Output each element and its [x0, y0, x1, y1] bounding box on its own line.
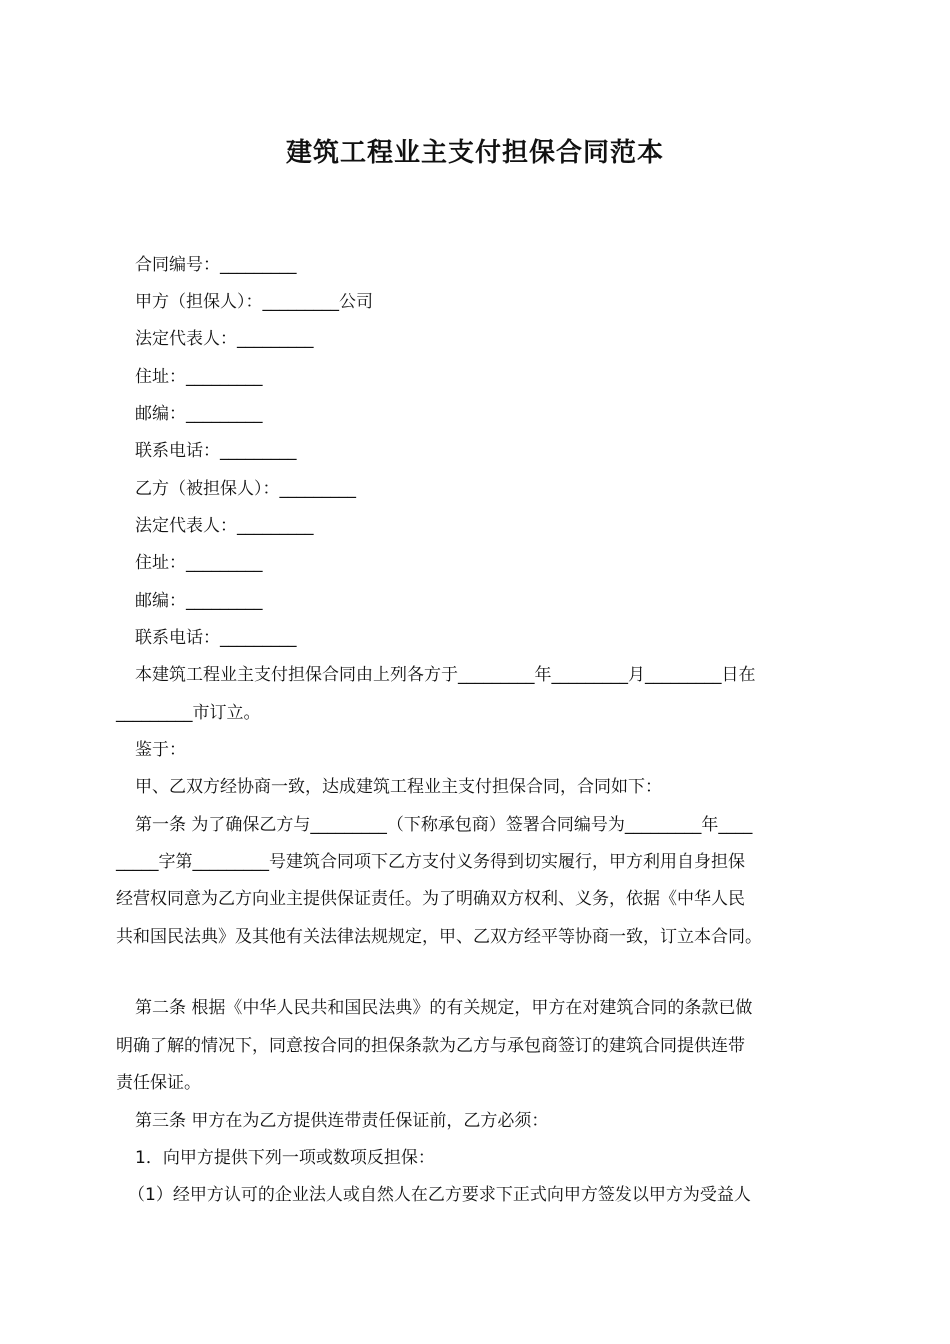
party-b-address-line: 住址：_________ [135, 553, 263, 573]
party-a-address-line: 住址：_________ [135, 367, 263, 387]
party-b-postcode-line: 邮编：_________ [135, 591, 263, 611]
agreement-intro-line: 甲、乙双方经协商一致，达成建筑工程业主支付担保合同，合同如下： [135, 777, 662, 797]
signing-place-line: _________市订立。 [116, 703, 261, 723]
party-a-line: 甲方（担保人）：_________公司 [135, 292, 373, 312]
article-1-line-3: 经营权同意为乙方向业主提供保证责任。为了明确双方权利、义务，依据《中华人民 [116, 889, 745, 909]
article-3-line-1: 第三条 甲方在为乙方提供连带责任保证前，乙方必须： [135, 1111, 549, 1131]
article-3-subitem-1: （1）经甲方认可的企业法人或自然人在乙方要求下正式向甲方签发以甲方为受益人 [128, 1185, 751, 1205]
article-1-line-1: 第一条 为了确保乙方与_________（下称承包商）签署合同编号为_________年____ [135, 815, 753, 835]
article-2-line-1: 第二条 根据《中华人民共和国民法典》的有关规定，甲方在对建筑合同的条款已做 [135, 998, 753, 1018]
party-b-phone-line: 联系电话：_________ [135, 628, 297, 648]
article-1-line-4: 共和国民法典》及其他有关法律法规规定，甲、乙双方经平等协商一致，订立本合同。 [116, 927, 762, 947]
article-2-line-2: 明确了解的情况下，同意按合同的担保条款为乙方与承包商签订的建筑合同提供连带 [116, 1036, 745, 1056]
party-a-postcode-line: 邮编：_________ [135, 404, 263, 424]
party-a-representative-line: 法定代表人：_________ [135, 329, 314, 349]
party-a-phone-line: 联系电话：_________ [135, 441, 297, 461]
article-3-item-1: 1．向甲方提供下列一项或数项反担保： [135, 1148, 435, 1168]
article-2-line-3: 责任保证。 [116, 1073, 201, 1093]
whereas-line: 鉴于： [135, 740, 186, 760]
contract-number-line: 合同编号：_________ [135, 255, 297, 275]
signing-date-line: 本建筑工程业主支付担保合同由上列各方于_________年_________月_________日在 [135, 665, 756, 685]
article-1-line-2: _____字第_________号建筑合同项下乙方支付义务得到切实履行，甲方利用自身担保 [116, 852, 745, 872]
document-title: 建筑工程业主支付担保合同范本 [285, 138, 664, 168]
party-b-line: 乙方（被担保人）：_________ [135, 479, 356, 499]
party-b-representative-line: 法定代表人：_________ [135, 516, 314, 536]
